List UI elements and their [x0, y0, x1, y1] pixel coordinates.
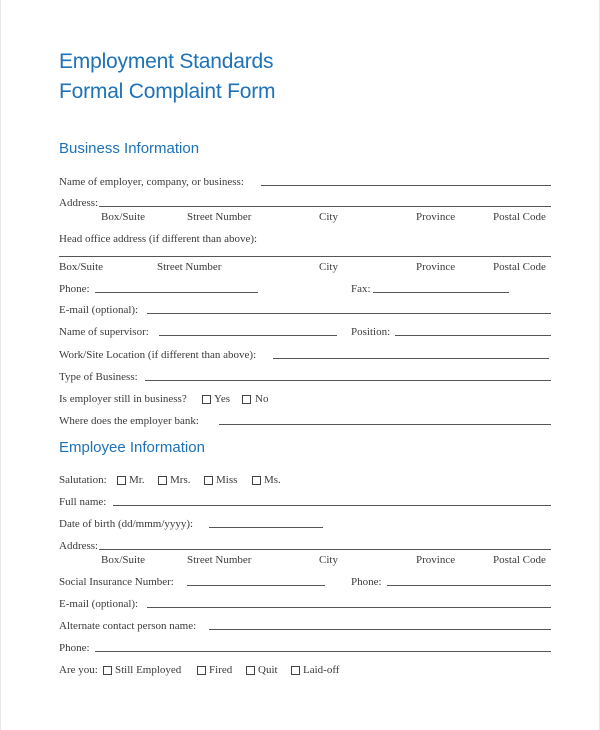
emp-addr-street-number: Street Number	[187, 554, 252, 566]
form-title-line2: Formal Complaint Form	[59, 80, 276, 103]
employee-phone-field[interactable]	[387, 585, 551, 586]
addr-postal-code: Postal Code	[493, 211, 546, 223]
head-office-label: Head office address (if different than above):	[59, 233, 258, 245]
supervisor-label: Name of supervisor:	[59, 326, 149, 338]
position-label: Position:	[351, 326, 391, 338]
bank-field[interactable]	[219, 424, 551, 425]
yes-checkbox[interactable]	[202, 395, 211, 404]
supervisor-field[interactable]	[159, 335, 337, 336]
employee-section-heading: Employee Information	[59, 439, 205, 456]
still-employed-checkbox[interactable]	[103, 666, 112, 675]
employee-email-field[interactable]	[147, 607, 551, 608]
fired-checkbox[interactable]	[197, 666, 206, 675]
miss-checkbox[interactable]	[204, 476, 213, 485]
no-label: No	[255, 393, 269, 405]
head-street-number: Street Number	[157, 261, 222, 273]
miss-label: Miss	[216, 474, 238, 486]
employee-email-label: E-mail (optional):	[59, 598, 139, 610]
alt-phone-label: Phone:	[59, 642, 90, 654]
work-site-field[interactable]	[273, 358, 549, 359]
salutation-label: Salutation:	[59, 474, 107, 486]
fax-label: Fax:	[351, 283, 371, 295]
employer-name-field[interactable]	[261, 185, 551, 186]
full-name-label: Full name:	[59, 496, 107, 508]
no-checkbox[interactable]	[242, 395, 251, 404]
sin-field[interactable]	[187, 585, 325, 586]
sin-label: Social Insurance Number:	[59, 576, 174, 588]
business-phone-field[interactable]	[95, 292, 258, 293]
work-site-label: Work/Site Location (if different than above):	[59, 349, 257, 361]
addr-box-suite: Box/Suite	[101, 211, 146, 223]
laid-off-label: Laid-off	[303, 664, 340, 676]
dob-field[interactable]	[209, 527, 323, 528]
business-address-label: Address:	[59, 197, 99, 209]
business-email-field[interactable]	[147, 313, 551, 314]
bank-label: Where does the employer bank:	[59, 415, 199, 427]
mr-label: Mr.	[129, 474, 145, 486]
employee-address-field[interactable]	[99, 549, 551, 550]
type-of-business-field[interactable]	[145, 380, 551, 381]
addr-street-number: Street Number	[187, 211, 252, 223]
head-province: Province	[416, 261, 456, 273]
type-of-business-label: Type of Business:	[59, 371, 138, 383]
mrs-checkbox[interactable]	[158, 476, 167, 485]
position-field[interactable]	[395, 335, 551, 336]
fax-field[interactable]	[373, 292, 509, 293]
emp-addr-province: Province	[416, 554, 456, 566]
employee-address-label: Address:	[59, 540, 99, 552]
employee-phone-label: Phone:	[351, 576, 382, 588]
business-phone-label: Phone:	[59, 283, 90, 295]
mr-checkbox[interactable]	[117, 476, 126, 485]
head-box-suite: Box/Suite	[59, 261, 104, 273]
quit-checkbox[interactable]	[246, 666, 255, 675]
alt-phone-field[interactable]	[95, 651, 551, 652]
emp-addr-postal-code: Postal Code	[493, 554, 546, 566]
dob-label: Date of birth (dd/mmm/yyyy):	[59, 518, 194, 530]
still-in-business-label: Is employer still in business?	[59, 393, 187, 405]
form-title-line1: Employment Standards	[59, 50, 274, 73]
are-you-label: Are you:	[59, 664, 98, 676]
full-name-field[interactable]	[113, 505, 551, 506]
head-city: City	[319, 261, 338, 273]
fired-label: Fired	[209, 664, 233, 676]
addr-province: Province	[416, 211, 456, 223]
employer-name-label: Name of employer, company, or business:	[59, 176, 244, 188]
head-office-field[interactable]	[59, 256, 551, 257]
laid-off-checkbox[interactable]	[291, 666, 300, 675]
business-email-label: E-mail (optional):	[59, 304, 139, 316]
head-postal-code: Postal Code	[493, 261, 546, 273]
addr-city: City	[319, 211, 338, 223]
quit-label: Quit	[258, 664, 278, 676]
alt-contact-field[interactable]	[209, 629, 551, 630]
emp-addr-box-suite: Box/Suite	[101, 554, 146, 566]
ms-label: Ms.	[264, 474, 281, 486]
business-section-heading: Business Information	[59, 140, 200, 157]
mrs-label: Mrs.	[170, 474, 191, 486]
alt-contact-label: Alternate contact person name:	[59, 620, 197, 632]
ms-checkbox[interactable]	[252, 476, 261, 485]
emp-addr-city: City	[319, 554, 338, 566]
business-address-field[interactable]	[99, 206, 551, 207]
still-employed-label: Still Employed	[115, 664, 182, 676]
yes-label: Yes	[214, 393, 231, 405]
